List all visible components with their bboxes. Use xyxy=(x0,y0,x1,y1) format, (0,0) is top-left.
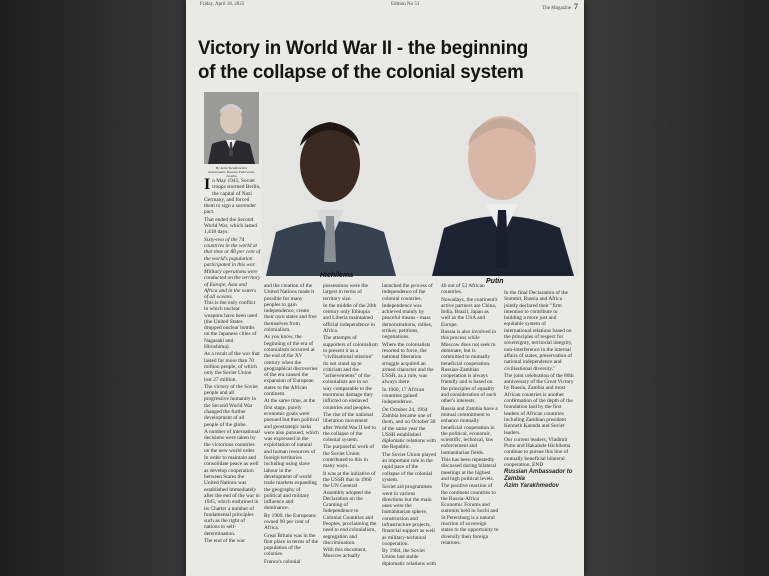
paragraph: The attempts of supporters of colonialism to present it as a "civilisational mission" do not stand up to criticism and the "achievements" of the colonialists are in no way comparable to the enormous damage they inflicted on enslaved countries and peoples. xyxy=(323,335,378,411)
paragraph: That ended the Second World War, which lasted 1,418 days. xyxy=(204,216,258,236)
paragraph-text: n May 1945, Soviet troops stormed Berlin, the capital of Nazi Germany, and forced them to sign a surrender pact. xyxy=(204,178,261,216)
author-caption xyxy=(204,166,259,178)
paragraph: possessions were the largest in terms of territory size. xyxy=(323,283,368,302)
page-number: 7 xyxy=(574,2,578,11)
paragraph: This is the only conflict in which nuclear weapons have been used (the United States dropped nuclear bombs on the Japanese cities of Nagasaki and Hiroshima). xyxy=(204,300,258,351)
paragraph: On October 24, 1964 Zambia became one of them, and on October 30 of the same year the USSR established diplomatic relations with the Republic. xyxy=(382,406,436,451)
paragraph: The end of the war xyxy=(204,537,245,544)
paragraph: Independence was achieved mainly by peaceful means - mass demonstrations, rallies, strikes, petitions, negotiations. xyxy=(382,302,433,341)
header-date: Friday, April 18, 2025 xyxy=(200,2,245,7)
article-column-1 xyxy=(204,178,261,308)
paragraph: In the final Declaration of the Summit, Russia and Africa jointly declared their "firm intention to contribute to building a more just and equitable system of international relations based on the principles of respect for sovereignty, territorial integrity, non-interference in the internal affairs of states, preservation of national independence and civilisational diversity." xyxy=(504,290,573,372)
header-edition: Edition No 51 xyxy=(391,2,420,7)
paragraph: Russia is also involved in this process while Moscow does not seek to dominate, but is committed to mutually beneficial cooperation. Russian-Zambian cooperation is always friendly and is based on the principles of equality and consideration of each other's interests. xyxy=(441,329,497,405)
article-column-5 xyxy=(382,283,437,576)
paragraph: Military operations were conducted on the territory of Europe, Asia and Africa and in the waters of all oceans. xyxy=(204,269,261,301)
paragraph: A number of international decisions were taken by the victorious countries on the new world order. xyxy=(204,428,260,454)
background-right xyxy=(584,0,769,576)
paragraph: At the same time, at the first stage, purely economic goals were pursued but then political and geostrategic tasks were also pursued, which was expressed in the exploitation of natural and human resources of foreign territories including using slave labour in the development of world trade markets expanding the geography of political and military influence and dominance. xyxy=(264,398,319,512)
paragraph: and the creation of the United Nations made it possible for many peoples to gain independence, create their own states and free themselves from colonialism. xyxy=(264,283,317,334)
article-column-6 xyxy=(441,283,499,576)
paragraph: France's colonial xyxy=(264,558,301,565)
drop-cap: I xyxy=(204,178,211,193)
paragraph: In 1960, 17 African countries gained independence. xyxy=(382,386,425,406)
paragraph: This has been repeatedly discussed during bilateral meetings at the highest and high political levels. xyxy=(441,457,497,482)
caption-hichilema: Hichilema xyxy=(320,272,354,279)
caption-putin: Putin xyxy=(486,278,504,285)
paragraph: The victory of the Soviet people and all progressive humanity in the Second World War changed the further development of all people of the globe. xyxy=(204,383,258,428)
paragraph: In the middle of the 20th century only Ethiopia and Liberia maintained official independence in Africa. xyxy=(323,302,377,335)
paragraph: Soviet aid programmes went in various directions but the main ones were the humanitarian sphere, construction and infrastructure projects, financial support as well as military-technical cooperation. xyxy=(382,484,435,547)
author-title: Ambassador, Russian Federation, Zambia xyxy=(207,170,256,178)
paragraph: By 1900, the Europeans owned 90 per cent of Africa. xyxy=(264,512,316,532)
author-byline: By Azim Yarakhmedov xyxy=(215,166,248,170)
paragraph: launched the process of independence of the colonial countries. xyxy=(382,283,433,302)
paragraph: With this document, Moscow actually xyxy=(323,547,367,560)
headline xyxy=(198,36,563,84)
background-left xyxy=(0,0,200,576)
header-section xyxy=(542,2,578,11)
paragraph: By 1984, the Soviet Union had stable diplomatic relations with xyxy=(382,548,436,567)
headline-line-1: Victory in World War II - the beginning xyxy=(198,37,529,59)
paragraph: The purposeful work of the Soviet Union contributed to this in many ways. xyxy=(323,444,375,470)
paragraph: The rise of the national liberation movement after World War II led to the collapse of the colonial system. xyxy=(323,411,376,444)
headline-line-2: of the collapse of the colonial system xyxy=(198,61,524,83)
author-photo xyxy=(204,92,259,164)
paragraph: The positive reaction of the continent countries to the Russia-Africa Economic Forums and summits held in Sochi and St Petersburg is a natural reaction of sovereign states to the opportunity to diversify their foreign relations. xyxy=(441,483,499,546)
paragraph: Nowadays, the continent's active partners are China, India, Brazil, Japan as well as the USA and Europe. xyxy=(441,296,498,328)
article-column-4 xyxy=(323,283,378,576)
paragraph: As you know, the beginning of the era of colonialism occurred at the end of the XV century when the geographical discoveries of the era caused the expansion of European states to the African continent. xyxy=(264,334,318,398)
paragraph: Our current leaders, Vladimir Putin and Hakainde Hichilema continue to pursue this line of mutually beneficial bilateral cooperation. END xyxy=(504,436,571,469)
paragraph: The joint celebration of the 80th anniversary of the Great Victory by Russia, Zambia and most African countries is another confirmation of the depth of the foundation laid by the first leaders of African countries including Zambian president Kenneth Kaunda and Soviet leaders. xyxy=(504,372,574,436)
paragraph: The Soviet Union played an important role in the rapid pace of the collapse of the colonial system. xyxy=(382,451,437,483)
newspaper-page xyxy=(186,0,584,576)
paragraph: Great Britain was in the first place in terms of the population of the colonies. xyxy=(264,532,319,558)
article-column-3 xyxy=(264,283,319,576)
paragraph: It was at the initiative of the USSR that in 1960 the UN General Assembly adopted the Declaration on the Granting of Independence to Colonial Countries and Peoples, proclaiming the need to end colonialism, segregation and discrimination. xyxy=(323,470,377,546)
article-column-2 xyxy=(204,300,260,576)
leaders-photo xyxy=(262,92,578,276)
paragraph: As a result of the war that lasted for more than 70 million people, of which only the Soviet Union lost 27 million. xyxy=(204,351,260,383)
header-section-name: The Magazine xyxy=(542,6,571,11)
signature-name: Azim Yarakhmedov xyxy=(504,483,560,490)
paragraph: In order to maintain and consolidate peace as well as develop cooperation between States the United Nations was established immediately after the end of the war in 1945, which enshrined in its Charter a number of fundamental principles such as the right of nations to self-determination. xyxy=(204,455,260,537)
paragraph xyxy=(204,178,261,216)
paragraph: Where the colonialists resorted to force, the national liberation struggle acquired an armed character and the USSR, as a rule, was always there. xyxy=(382,341,434,386)
article-column-7 xyxy=(504,290,574,576)
paragraph: 46 out of 53 African countries. xyxy=(441,283,485,296)
paragraph: Sixty-two of the 74 countries in the world at that time or 80 per cent of the world's population participated in this war. xyxy=(204,236,261,268)
signature-title: Russian Ambassador to Zambia xyxy=(504,469,573,482)
paragraph: Russia and Zambia have a mutual commitment to enhance mutually beneficial cooperation in the political, economic, scientific, technical, law enforcement and humanitarian fields. xyxy=(441,405,498,456)
